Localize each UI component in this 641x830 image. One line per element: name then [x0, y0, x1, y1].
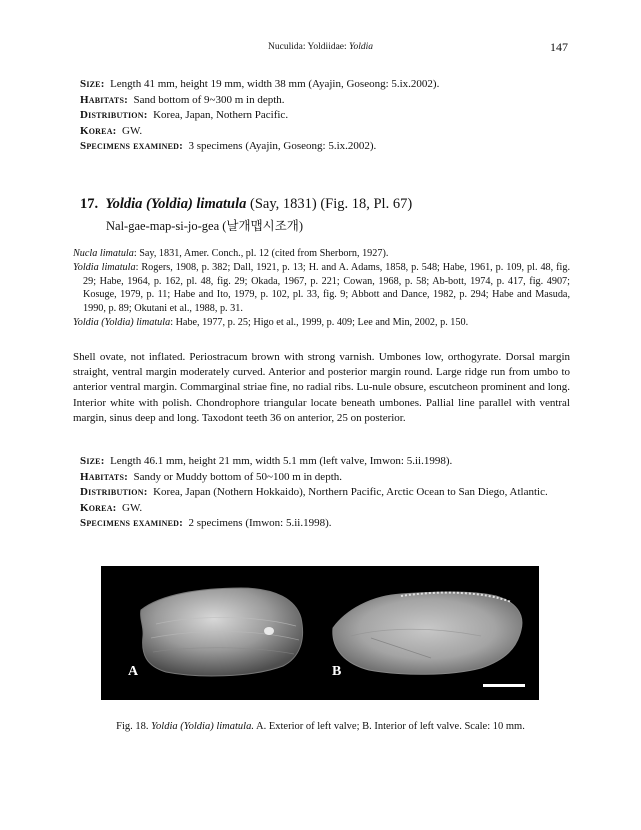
description-paragraph: Shell ovate, not inflated. Periostracum brown with strong varnish. Umbones low, orthogyrate. Dorsal margin straight, ventral margin moderately curved. Anterior and posterior margin round. Large ridge run from umbo to anterior ventral margin. Commarginal striae fine, no radial ribs. Lu-nule obsure, escutcheon prominent and long. Interior white with polish. Chondrophore triangular locate beneath umbones. Pallial line parallel with ventral margin, sinus deep and long. Taxodont teeth 36 on anterior, 25 on posterior. [73, 351, 570, 424]
synonym-name: Nucla limatula [73, 248, 134, 259]
korea-text: GW. [122, 124, 143, 137]
habitats-text: Sandy or Muddy bottom of 50~100 m in depth. [133, 470, 342, 483]
species-name: Yoldia (Yoldia) limatula [105, 196, 247, 212]
distribution-label: Distribution: [80, 486, 148, 498]
running-head [0, 42, 641, 52]
specimens-label: Specimens examined: [80, 517, 184, 529]
specimens-label: Specimens examined: [80, 140, 184, 152]
habitats-label: Habitats: [80, 93, 128, 106]
habitats-line [80, 93, 570, 109]
synonym-name: Yoldia limatula [73, 261, 136, 273]
species-number: 17. [80, 196, 99, 212]
size-text: Length 46.1 mm, height 21 mm, width 5.1 mm (left valve, Imwon: 5.ii.1998). [110, 455, 453, 467]
korea-label: Korea: [80, 124, 117, 137]
korea-line [80, 124, 570, 140]
distribution-line [80, 108, 570, 124]
figure-label-b: B [332, 664, 342, 679]
specimens-text: 2 specimens (Imwon: 5.ii.1998). [188, 517, 332, 529]
species-heading [80, 196, 412, 213]
shell-photographs [101, 566, 539, 700]
habitats-label: Habitats: [80, 470, 128, 483]
synonym-text: : Rogers, 1908, p. 382; Dall, 1921, p. 13; H. and A. Adams, 1858, p. 548; Habe, 1961, p. 109, pl. 48, fig. 29; Habe, 1964, p. 162, pl. 48, fig. 29; Okada, 1967, p. 221; Cowan, 1968, p. 58; Ab-bott, 1974, p. 417, fig. 4907; Kosuge, 1979, p. 11; Habe and Ito, 1979, p. 102, pl. 33, fig. 9; Abbott and Dance, 1982, p. 294; Habe and Masuda, 1990, p. 89; Okutani et al., 1988, p. 31. [83, 261, 570, 315]
synonymy-list [73, 247, 570, 330]
habitats-line [80, 470, 572, 486]
caption-species-name: Yoldia (Yoldia) limatula. [151, 721, 254, 732]
synonym-entry [73, 316, 570, 330]
size-label: Size: [80, 455, 105, 467]
running-head-genus: Yoldia [349, 42, 373, 52]
species-data [80, 454, 572, 532]
specimens-line [80, 139, 570, 155]
korea-text: GW. [122, 501, 143, 514]
size-label: Size: [80, 78, 105, 90]
distribution-text: Korea, Japan (Nothern Hokkaido), Northern Pacific, Arctic Ocean to San Diego, Atlantic. [153, 486, 548, 498]
size-line [80, 77, 570, 93]
page-number: 147 [550, 40, 568, 54]
scale-bar [483, 684, 525, 687]
korea-line [80, 501, 572, 517]
synonym-entry [73, 261, 570, 316]
synonym-text: : Habe, 1977, p. 25; Higo et al., 1999, p. 409; Lee and Min, 2002, p. 150. [170, 316, 469, 328]
distribution-label: Distribution: [80, 109, 148, 121]
prev-species-data [80, 77, 570, 155]
korea-label: Korea: [80, 501, 117, 514]
species-author: (Say, 1831) (Fig. 18, Pl. 67) [246, 196, 413, 212]
habitats-text: Sand bottom of 9~300 m in depth. [133, 93, 285, 106]
running-head-family: Nuculida: Yoldiidae: [268, 42, 350, 52]
synonym-entry [73, 247, 570, 261]
specimens-text: 3 specimens (Ayajin, Goseong: 5.ix.2002). [188, 140, 377, 152]
specimens-line [80, 516, 572, 532]
shell-exterior-valve [141, 588, 303, 676]
figure-18-photo [101, 566, 539, 700]
size-line [80, 454, 572, 470]
synonym-name: Yoldia (Yoldia) limatula [73, 316, 171, 328]
caption-text: A. Exterior of left valve; B. Interior of left valve. Scale: 10 mm. [253, 721, 525, 732]
synonym-text: : Say, 1831, Amer. Conch., pl. 12 (cited from Sherborn, 1927). [133, 248, 389, 259]
caption-prefix: Fig. 18. [116, 721, 152, 732]
shell-interior-valve [333, 592, 522, 674]
korean-name: Nal-gae-map-si-jo-gea (날개맵시조개) [106, 219, 304, 233]
size-text: Length 41 mm, height 19 mm, width 38 mm (Ayajin, Goseong: 5.ix.2002). [110, 78, 440, 90]
figure-label-a: A [128, 664, 139, 679]
distribution-text: Korea, Japan, Nothern Pacific. [153, 109, 289, 121]
distribution-line [73, 485, 572, 501]
figure-caption [0, 721, 641, 732]
